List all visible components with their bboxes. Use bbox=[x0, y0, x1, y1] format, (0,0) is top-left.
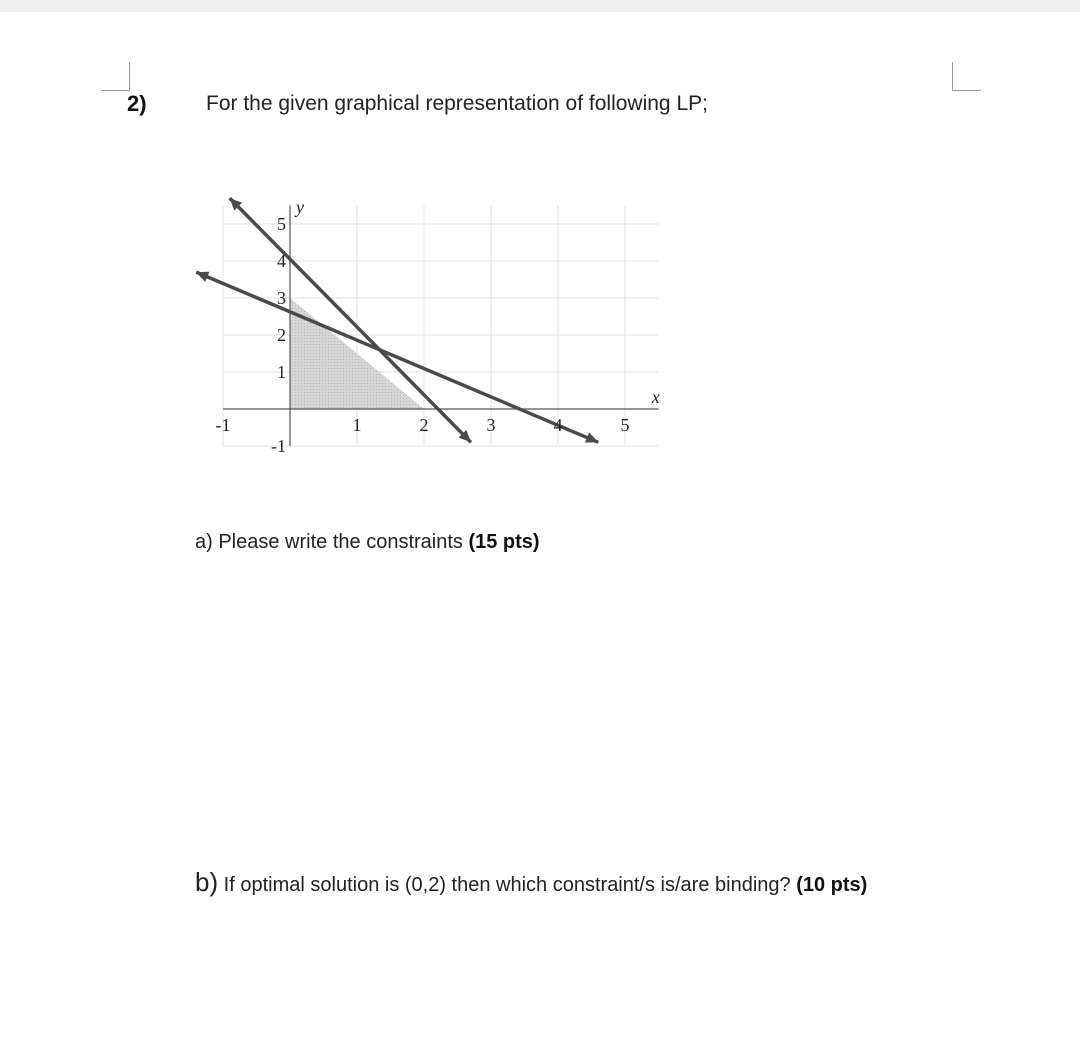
y-tick-label: 3 bbox=[277, 288, 286, 308]
part-b-points: (10 pts) bbox=[796, 874, 868, 896]
y-tick-label: 2 bbox=[277, 325, 286, 345]
y-tick-label: 4 bbox=[277, 251, 286, 271]
x-tick-label: 3 bbox=[486, 415, 496, 435]
x-axis-label: x bbox=[651, 387, 660, 407]
question-prompt: For the given graphical representation of following LP; bbox=[206, 92, 708, 115]
y-tick-label: 1 bbox=[277, 362, 286, 382]
question-part-a bbox=[195, 531, 540, 554]
top-bar bbox=[0, 0, 1080, 12]
x-tick-label: -1 bbox=[215, 415, 231, 435]
crop-mark-top-right bbox=[952, 62, 981, 91]
x-tick-label: 1 bbox=[352, 415, 362, 435]
x-tick-label: 4 bbox=[553, 415, 563, 435]
part-b-text: If optimal solution is (0,2) then which constraint/s is/are binding? bbox=[218, 874, 797, 896]
part-a-points: (15 pts) bbox=[468, 531, 540, 553]
y-tick-label: 5 bbox=[277, 214, 286, 234]
y-axis-label: y bbox=[296, 197, 304, 218]
crop-mark-top-left bbox=[101, 62, 130, 91]
part-b-letter: b) bbox=[195, 867, 219, 897]
part-a-text: a) Please write the constraints bbox=[195, 531, 469, 553]
question-number: 2) bbox=[127, 91, 147, 116]
y-tick-label: -1 bbox=[271, 436, 286, 456]
x-tick-label: 2 bbox=[419, 415, 429, 435]
lp-graph bbox=[190, 185, 665, 475]
x-tick-label: 5 bbox=[620, 415, 630, 435]
question-part-b bbox=[195, 867, 867, 898]
